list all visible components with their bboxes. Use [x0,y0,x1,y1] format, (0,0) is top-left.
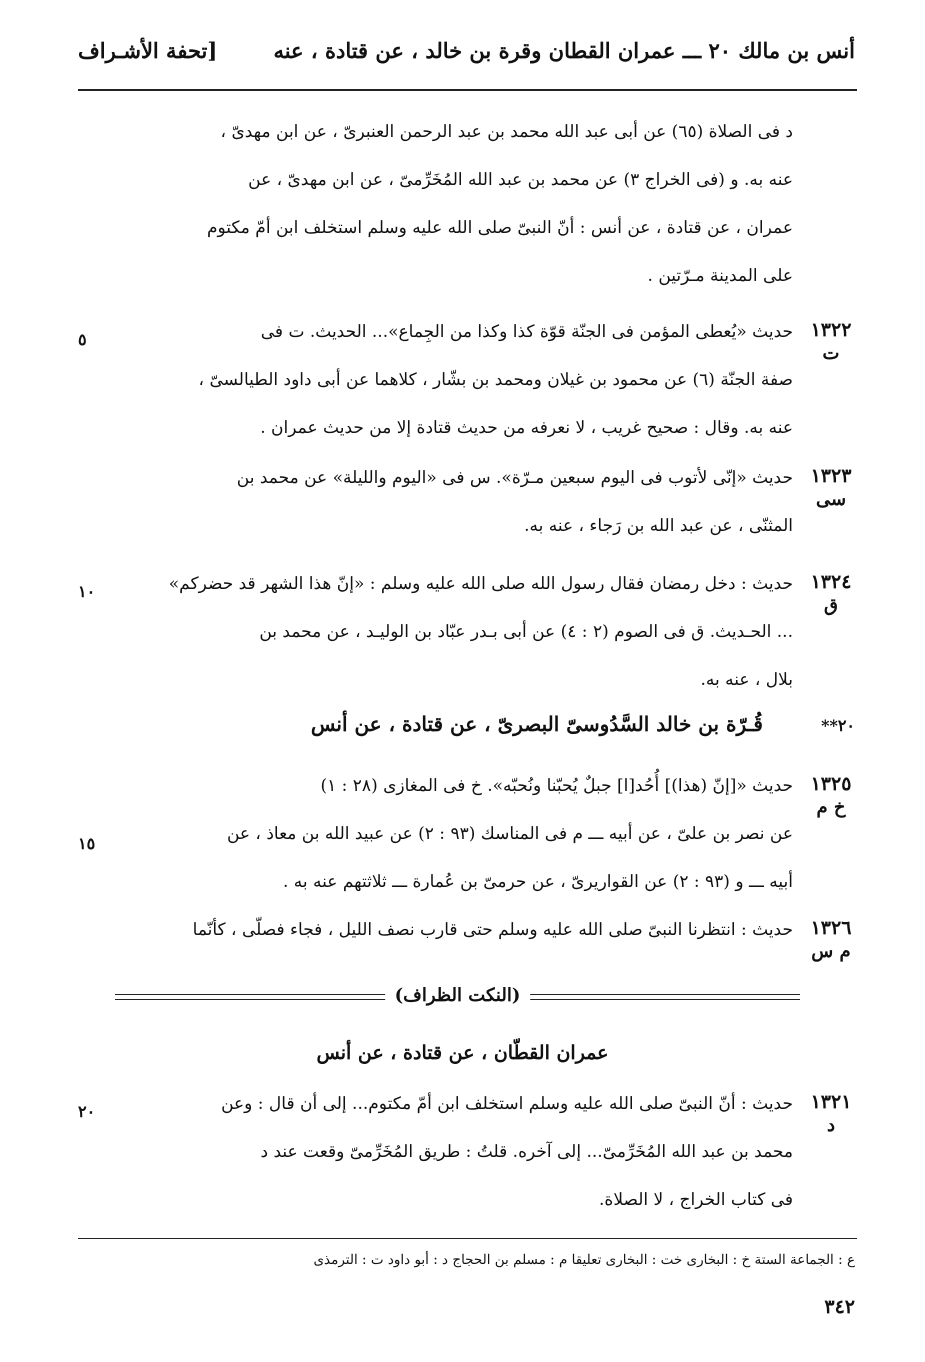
entry-number: ١٣٢٦ م س [810,917,852,962]
entry-number: ١٣٢٢ ت [810,319,852,364]
text-line: أبيه ـــ و (٩٣ : ٢) عن القواريرىّ ، عن حرمىّ بن عُمارة ـــ ثلاثتهم عنه به . [283,872,793,892]
entry-continuation [105,108,793,300]
running-header [78,38,855,78]
section-number: ٢٠** [821,716,855,735]
entry-number: ١٣٢٤ ق [810,571,852,616]
footnote-rule [78,1238,857,1239]
text-line: عن نصر بن علىّ ، عن أبيه ـــ م فى المناسك (٩٣ : ٢) عن عبيد الله بن معاذ ، عن [226,824,793,844]
text-line: حديث : دخل رمضان فقال رسول الله صلى الله عليه وسلم : «إنّ هذا الشهر قد حضركم» [168,574,793,594]
entry-text [105,762,793,906]
text-line: صفة الجنّة (٦) عن محمود بن غيلان ومحمد بن بشّار ، كلاهما عن أبى داود الطيالسىّ ، [198,370,793,390]
nukat-divider [115,985,800,1009]
text-line: حديث «[إنّ (هذا)] أُحُد[ا] جبلٌ يُحبّنا ونُحبّه». خ فى المغازى (٢٨ : ١) [320,776,793,796]
text-line: حديث «يُعطى المؤمن فى الجنّة قوّة كذا وكذا من الجِماع»... الحديث. ت فى [260,322,793,342]
entry-text [105,906,793,954]
header-rule [78,89,857,91]
text-line: عنه به. وقال : صحيح غريب ، لا نعرفه من حديث قتادة إلا من حديث عمران . [260,418,793,438]
subheading: عمران القطّان ، عن قتادة ، عن أنس [316,1042,609,1064]
text-line: بلال ، عنه به. [700,670,793,690]
margin-line-number: ٥ [78,330,87,349]
text-line: د فى الصلاة (٦٥) عن أبى عبد الله محمد بن عبد الرحمن العنبرىّ ، عن ابن مهدىّ ، [220,122,793,142]
text-line: ... الحـديث. ق فى الصوم (٢ : ٤) عن أبى بـدر عبّاد بن الوليـد ، عن محمد بن [259,622,793,642]
entry-number: ١٣٢٥ خ م [810,773,852,818]
header-book-title: [تحفة الأشـراف [78,38,218,63]
margin-line-number: ١٥ [78,834,96,853]
header-title: أنس بن مالك ٢٠ ـــ عمران القطان وقرة بن خالد ، عن قتادة ، عنه [273,38,855,63]
entry-text [105,560,793,704]
text-line: عمران ، عن قتادة ، عن أنس : أنّ النبىّ صلى الله عليه وسلم استخلف ابن أمّ مكتوم [206,218,793,238]
text-line: محمد بن عبد الله المُخَرِّمىّ... إلى آخره. قلتُ : طريق المُخَرِّمىّ وقعت عند د [260,1142,793,1162]
text-line: على المدينة مـرّتين . [647,266,793,286]
text-line: عنه به. و (فى الخراج ٣) عن محمد بن عبد الله المُخَرِّمىّ ، عن ابن مهدىّ ، عن [248,170,793,190]
text-line: حديث : انتظرنا النبىّ صلى الله عليه وسلم حتى قارب نصف الليل ، فجاء فصلّى ، كأنّما [192,920,793,940]
page-number: ٣٤٢ [824,1296,855,1318]
entry-number: ١٣٢٣ سى [810,465,852,510]
entry-text [105,308,793,452]
text-line: فى كتاب الخراج ، لا الصلاة. [599,1190,793,1210]
entry-text [105,1080,793,1224]
margin-line-number: ٢٠ [78,1102,96,1121]
text-line: حديث «إنّى لأتوب فى اليوم سبعين مـرّة». س فى «اليوم والليلة» عن محمد بن [236,468,793,488]
footnote-sigla: ع : الجماعة الستة خ : البخارى خت : البخارى تعليقا م : مسلم بن الحجاج د : أبو داود ت : الترمذى [313,1252,855,1268]
margin-line-number: ١٠ [78,582,96,601]
entry-number: ١٣٢١ د [810,1091,852,1136]
entry-text [105,454,793,550]
text-line: حديث : أنّ النبىّ صلى الله عليه وسلم استخلف ابن أمّ مكتوم... إلى أن قال : وعن [221,1094,793,1114]
divider-label: (النكت الظراف) [385,985,531,1006]
text-line: المثنّى ، عن عبد الله بن رَجاء ، عنه به. [524,516,793,536]
section-title: قُـرّة بن خالد السَّدُوسىّ البصرىّ ، عن قتادة ، عن أنس [310,712,763,736]
